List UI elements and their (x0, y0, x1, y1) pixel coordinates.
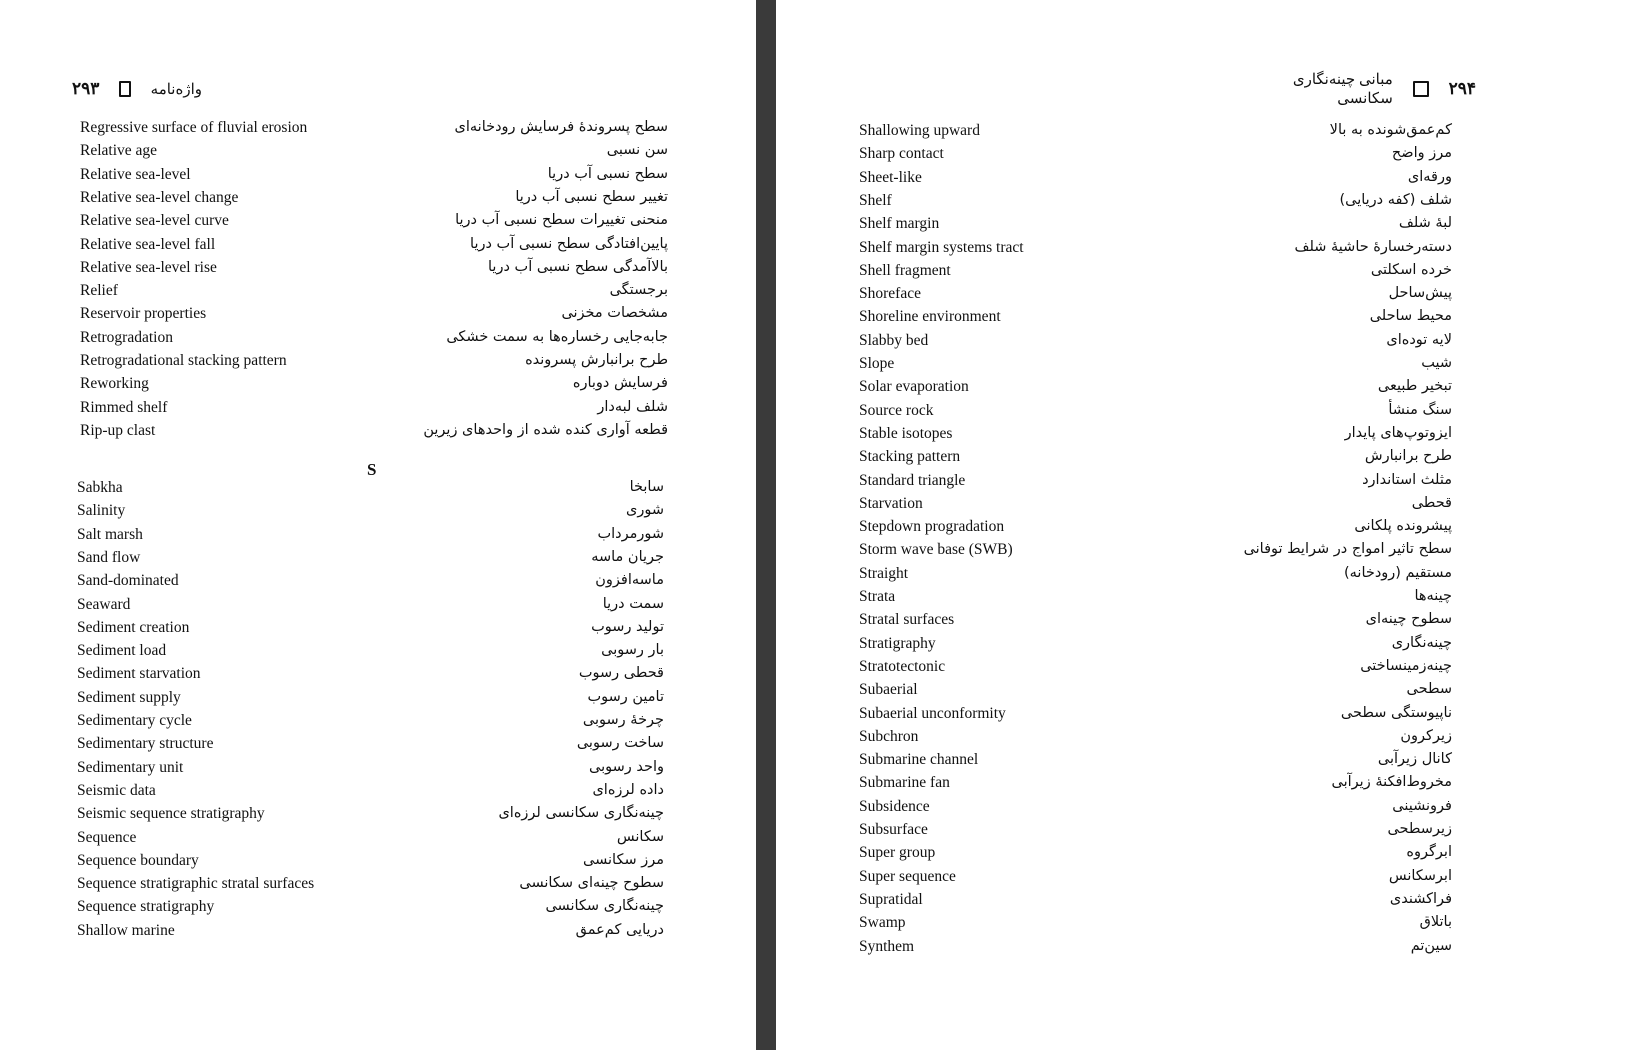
persian-term: تامین رسوب (587, 688, 664, 705)
persian-term: شلف لبه‌دار (597, 398, 668, 415)
header-box-icon (1413, 81, 1429, 97)
persian-term: ماسه‌افزون (595, 572, 664, 589)
english-term: Sequence boundary (77, 851, 199, 869)
header-box-icon (119, 81, 130, 97)
glossary-entry (80, 259, 668, 282)
persian-term: جابه‌جایی رخساره‌ها به سمت خشکی (446, 328, 668, 345)
english-term: Subaerial (859, 681, 918, 699)
persian-term: سطحی (1406, 681, 1452, 698)
english-term: Stacking pattern (859, 448, 961, 466)
persian-term: پیشرونده پلکانی (1354, 518, 1452, 535)
persian-term: بار رسوبی (601, 642, 664, 659)
glossary-entry (859, 122, 1452, 145)
english-term: Swamp (859, 914, 906, 932)
english-term: Sharp contact (859, 145, 944, 163)
glossary-entry (859, 821, 1452, 844)
book-gutter (756, 0, 776, 1050)
english-term: Sediment supply (77, 688, 181, 706)
glossary-entry (77, 875, 664, 898)
english-term: Stratal surfaces (859, 611, 955, 629)
glossary-entry (77, 735, 664, 758)
english-term: Standard triangle (859, 471, 966, 489)
glossary-entry (77, 712, 664, 735)
persian-term: مرز واضح (1391, 145, 1452, 162)
glossary-entry (80, 399, 668, 422)
english-term: Sediment load (77, 642, 167, 660)
english-term: Sand-dominated (77, 572, 179, 590)
glossary-entry (80, 142, 668, 165)
glossary-entry (77, 759, 664, 782)
persian-term: طرح برانبارش (1364, 448, 1452, 465)
glossary-entry (859, 192, 1452, 215)
glossary-entry (859, 355, 1452, 378)
glossary-entry (859, 402, 1452, 425)
persian-term: شوری (626, 502, 664, 519)
english-term: Shoreface (859, 285, 921, 303)
english-term: Salinity (77, 502, 126, 520)
persian-term: محیط ساحلی (1369, 308, 1452, 325)
glossary-entry (77, 922, 664, 945)
glossary-entry (77, 782, 664, 805)
right-page (776, 0, 1635, 1050)
persian-term: مرز سکانسی (582, 851, 664, 868)
glossary-entry (80, 329, 668, 352)
english-term: Solar evaporation (859, 378, 969, 396)
persian-term: زیرسطحی (1387, 821, 1452, 837)
english-term: Submarine channel (859, 751, 979, 769)
glossary-entry (859, 145, 1452, 168)
persian-term: مخروط‌افکنهٔ زیرآبی (1331, 774, 1452, 791)
glossary-entry (859, 705, 1452, 728)
glossary-entry (80, 212, 668, 235)
left-page (0, 0, 756, 1050)
glossary-entry (859, 425, 1452, 448)
persian-term: چرخهٔ رسوبی (582, 712, 664, 728)
persian-term: طرح برانبارش پسرونده (525, 352, 668, 368)
persian-term: ایزوتوپ‌های پایدار (1344, 424, 1452, 441)
persian-term: سطوح چینه‌ای سکانسی (519, 875, 664, 892)
glossary-entry (859, 472, 1452, 495)
persian-term: سمت دریا (602, 595, 664, 612)
english-term: Shelf margin (859, 215, 940, 233)
english-term: Sabkha (77, 479, 123, 496)
english-term: Relative age (80, 142, 158, 160)
glossary-entry (77, 689, 664, 712)
glossary-entry (80, 282, 668, 305)
english-term: Subsurface (859, 821, 928, 838)
persian-term: سنگ منشأ (1388, 401, 1452, 418)
persian-term: کم‌عمق‌شونده به بالا (1329, 122, 1452, 138)
english-term: Relative sea-level change (80, 188, 239, 206)
english-term: Regressive surface of fluvial erosion (80, 119, 308, 136)
english-term: Submarine fan (859, 774, 950, 792)
glossary-entry (77, 829, 664, 852)
glossary-entry (859, 215, 1452, 238)
persian-term: شلف (کفه دریایی) (1339, 191, 1452, 208)
glossary-entry (859, 798, 1452, 821)
persian-term: سطح تاثیر امواج در شرایط توفانی (1243, 541, 1452, 558)
english-term: Synthem (859, 937, 915, 955)
english-term: Sedimentary structure (77, 735, 214, 753)
glossary-entry (859, 565, 1452, 588)
glossary-entry (77, 852, 664, 875)
glossary-entry (77, 549, 664, 572)
english-term: Super sequence (859, 867, 956, 885)
persian-term: واحد رسوبی (589, 758, 664, 775)
left-page-header (72, 76, 202, 102)
persian-term: چینه‌نگاری سکانسی (545, 898, 664, 915)
persian-term: منحنی تغییرات سطح نسبی آب دریا (455, 212, 668, 229)
english-term: Relative sea-level rise (80, 258, 217, 276)
glossary-entry (77, 642, 664, 665)
glossary-entry (859, 541, 1452, 564)
persian-term: زیرکرون (1400, 727, 1452, 744)
persian-term: دسته‌رخسارهٔ حاشیهٔ شلف (1294, 238, 1452, 255)
english-term: Sediment starvation (77, 665, 201, 683)
glossary-entry (77, 526, 664, 549)
english-term: Slope (859, 355, 895, 372)
glossary-entry (77, 898, 664, 921)
persian-term: سطوح چینه‌ای (1365, 611, 1452, 628)
english-term: Supratidal (859, 890, 923, 908)
english-term: Stepdown progradation (859, 518, 1005, 536)
glossary-entry (859, 308, 1452, 331)
glossary-entry (80, 375, 668, 398)
english-term: Relative sea-level fall (80, 235, 216, 253)
glossary-entry (859, 914, 1452, 937)
english-term: Rimmed shelf (80, 398, 168, 416)
persian-term: قحطی رسوب (578, 665, 664, 682)
persian-term: قحطی (1411, 494, 1452, 511)
persian-term: سن نسبی (606, 142, 668, 159)
glossary-entry (77, 619, 664, 642)
english-term: Sediment creation (77, 618, 190, 636)
glossary-entry (80, 422, 668, 445)
persian-term: سکانس (616, 828, 664, 845)
persian-term: ابرسکانس (1388, 867, 1452, 884)
persian-term: سابخا (629, 479, 664, 495)
persian-term: مشخصات مخزنی (561, 305, 668, 322)
persian-term: تغییر سطح نسبی آب دریا (515, 188, 668, 205)
english-term: Subsidence (859, 797, 930, 815)
english-term: Seismic data (77, 781, 156, 799)
english-term: Subchron (859, 727, 919, 745)
english-term: Straight (859, 564, 909, 582)
right-header-title: مبانی چینه‌نگاری سکانسی (1292, 72, 1393, 107)
glossary-entry (77, 805, 664, 828)
english-term: Shelf margin systems tract (859, 238, 1024, 256)
glossary-entry (859, 332, 1452, 355)
glossary-entry (859, 938, 1452, 961)
english-term: Storm wave base (SWB) (859, 541, 1013, 559)
persian-term: لبهٔ شلف (1398, 215, 1452, 232)
glossary-entry (80, 236, 668, 259)
english-term: Super group (859, 844, 936, 862)
persian-term: سین‌تم (1410, 937, 1452, 954)
persian-term: تبخیر طبیعی (1377, 378, 1452, 395)
right-page-number: ۲۹۴ (1448, 79, 1476, 98)
persian-term: پایین‌افتادگی سطح نسبی آب دریا (470, 235, 668, 252)
english-term: Sedimentary cycle (77, 712, 192, 729)
persian-term: سطح پسروندهٔ فرسایش رودخانه‌ای (454, 119, 668, 135)
glossary-entry (77, 596, 664, 619)
glossary-entry (859, 262, 1452, 285)
english-term: Sedimentary unit (77, 758, 184, 776)
persian-term: چینه‌ها (1414, 588, 1452, 604)
english-term: Reworking (80, 375, 149, 393)
persian-term: کانال زیرآبی (1377, 751, 1452, 768)
english-term: Shallow marine (77, 921, 175, 939)
persian-term: ناپیوستگی سطحی (1340, 704, 1452, 721)
left-header-title: واژه‌نامه (150, 81, 202, 98)
english-term: Subaerial unconformity (859, 704, 1006, 722)
english-term: Source rock (859, 401, 934, 419)
glossary-entry (859, 844, 1452, 867)
english-term: Stratotectonic (859, 657, 946, 675)
glossary-entry (80, 166, 668, 189)
left-page-number: ۲۹۳ (72, 79, 100, 98)
english-term: Strata (859, 588, 896, 605)
glossary-entry (859, 751, 1452, 774)
english-term: Shallowing upward (859, 122, 980, 139)
glossary-entry (859, 518, 1452, 541)
glossary-entry (77, 572, 664, 595)
persian-term: ابرگروه (1406, 844, 1452, 861)
glossary-entry (859, 169, 1452, 192)
glossary-entry (859, 774, 1452, 797)
glossary-entry (859, 495, 1452, 518)
glossary-entry (859, 378, 1452, 401)
persian-term: قطعه آواری کنده شده از واحدهای زیرین (423, 421, 668, 438)
english-term: Starvation (859, 494, 923, 512)
english-term: Sequence stratigraphy (77, 898, 215, 916)
persian-term: مستقیم (رودخانه) (1343, 564, 1452, 581)
english-term: Relief (80, 282, 118, 300)
right-page-header (1236, 72, 1476, 107)
english-term: Slabby bed (859, 331, 929, 349)
glossary-entry (77, 479, 664, 502)
persian-term: بالاآمدگی سطح نسبی آب دریا (488, 258, 668, 275)
persian-term: خرده اسکلتی (1370, 261, 1452, 278)
glossary-entry (80, 305, 668, 328)
glossary-entry (859, 239, 1452, 262)
persian-term: برجستگی (609, 282, 668, 299)
glossary-entry (80, 352, 668, 375)
persian-term: سطح نسبی آب دریا (547, 165, 668, 182)
glossary-entry (80, 119, 668, 142)
english-term: Sequence (77, 828, 137, 846)
glossary-entry (859, 635, 1452, 658)
section-letter: S (367, 460, 377, 479)
persian-term: داده لرزه‌ای (592, 781, 664, 798)
english-term: Shoreline environment (859, 308, 1001, 326)
persian-term: شورمرداب (597, 525, 664, 542)
english-term: Sequence stratigraphic stratal surfaces (77, 875, 315, 893)
english-term: Stable isotopes (859, 424, 953, 442)
persian-term: چینه‌زمینساختی (1360, 657, 1452, 674)
english-term: Rip-up clast (80, 421, 156, 439)
english-term: Seaward (77, 595, 131, 613)
glossary-entry (859, 588, 1452, 611)
persian-term: ورقه‌ای (1407, 168, 1452, 185)
persian-term: مثلث استاندارد (1362, 471, 1452, 488)
glossary-entry (80, 189, 668, 212)
english-term: Sheet-like (859, 168, 922, 186)
glossary-entry (859, 611, 1452, 634)
english-term: Sand flow (77, 548, 141, 566)
english-term: Seismic sequence stratigraphy (77, 805, 265, 823)
persian-term: شیب (1421, 355, 1452, 371)
persian-term: فراکشندی (1389, 890, 1452, 907)
persian-term: دریایی کم‌عمق (575, 921, 664, 938)
english-term: Shelf (859, 191, 892, 209)
persian-term: ساخت رسوبی (576, 735, 664, 752)
english-term: Shell fragment (859, 261, 951, 279)
persian-term: باتلاق (1419, 914, 1452, 931)
glossary-entry (859, 868, 1452, 891)
english-term: Retrogradation (80, 328, 173, 346)
english-term: Stratigraphy (859, 634, 936, 652)
persian-term: چینه‌نگاری (1391, 634, 1452, 651)
glossary-entry (77, 665, 664, 688)
english-term: Relative sea-level (80, 165, 191, 183)
glossary-entry (77, 502, 664, 525)
persian-term: تولید رسوب (591, 618, 664, 635)
glossary-entry (859, 448, 1452, 471)
glossary-entry (859, 891, 1452, 914)
english-term: Salt marsh (77, 525, 143, 543)
persian-term: فرونشینی (1392, 797, 1452, 814)
english-term: Retrogradational stacking pattern (80, 352, 287, 369)
persian-term: لایه توده‌ای (1386, 331, 1452, 348)
persian-term: چینه‌نگاری سکانسی لرزه‌ای (498, 805, 664, 822)
glossary-entry (859, 285, 1452, 308)
persian-term: پیش‌ساحل (1388, 285, 1452, 302)
persian-term: فرسایش دوباره (572, 375, 668, 392)
glossary-entry (859, 681, 1452, 704)
english-term: Relative sea-level curve (80, 212, 229, 230)
english-term: Reservoir properties (80, 305, 207, 323)
glossary-entry (859, 728, 1452, 751)
persian-term: جریان ماسه (591, 548, 664, 565)
glossary-entry (859, 658, 1452, 681)
